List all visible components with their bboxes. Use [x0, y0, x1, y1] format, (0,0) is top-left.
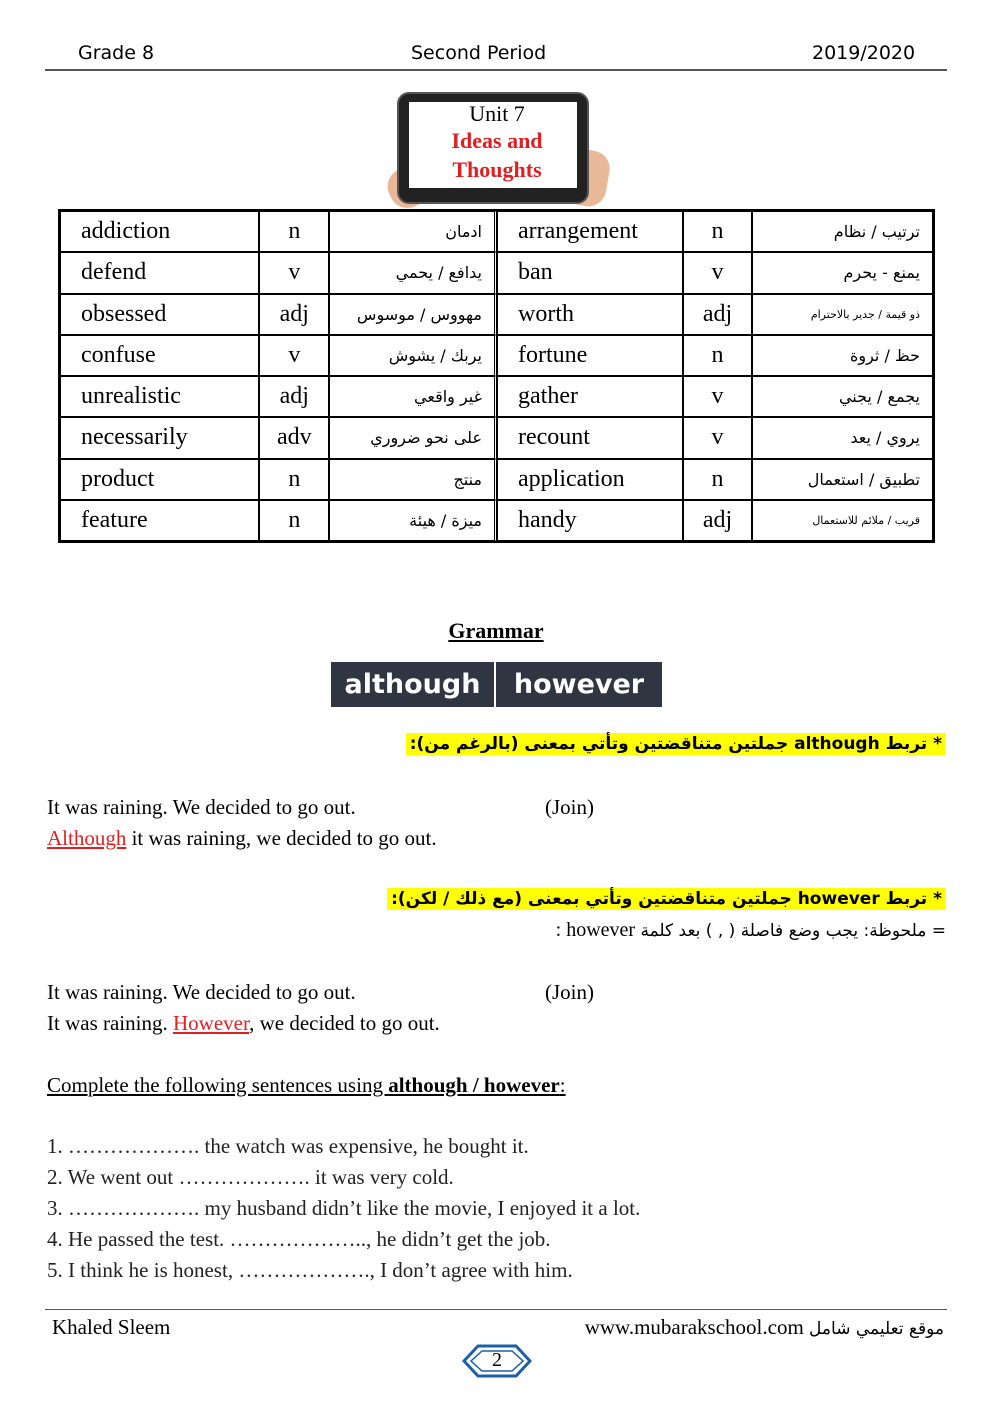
note-arabic: = ملحوظة: يجب وضع فاصلة ( , ) بعد كلمة [640, 921, 946, 941]
vocab-arabic: يروي / يعد [752, 417, 933, 458]
vocab-pos: n [259, 459, 329, 500]
header-divider [45, 69, 947, 71]
vocab-word: necessarily [60, 417, 259, 458]
exercise-item-3: 3. ………………. my husband didn’t like the movie, I enjoyed it a lot. [47, 1196, 641, 1220]
vocab-word: fortune [497, 335, 683, 376]
vocab-row [60, 211, 933, 252]
vocab-word: gather [497, 376, 683, 417]
example1-question: It was raining. We decided to go out. [47, 795, 356, 819]
grammar-title: Grammar [448, 618, 544, 643]
vocab-row [60, 335, 933, 376]
vocab-pos: v [683, 376, 753, 417]
page-number: 2 [492, 1349, 502, 1371]
example2-rest: , we decided to go out. [249, 1011, 440, 1035]
header-grade: Grade 8 [78, 42, 155, 64]
vocab-word: confuse [60, 335, 259, 376]
vocab-arabic: ميزة / هيئة [329, 500, 497, 541]
exercise-item-5: 5. I think he is honest, ………………., I don’t agree with him. [47, 1258, 573, 1282]
exercise-item-4: 4. He passed the test. ……………….., he didn’t get the job. [47, 1227, 551, 1251]
rule1-pre: * تربط [885, 734, 942, 754]
vocab-word: addiction [60, 211, 259, 252]
example1-rest: it was raining, we decided to go out. [126, 826, 437, 850]
vocab-pos: adj [683, 500, 753, 541]
vocabulary-table [58, 209, 935, 543]
vocab-word: product [60, 459, 259, 500]
however-label: however [496, 662, 662, 707]
vocab-row [60, 459, 933, 500]
vocab-word: arrangement [497, 211, 683, 252]
footer-site-arabic: موقع تعليمي شامل [809, 1319, 944, 1339]
example2-join: (Join) [545, 980, 594, 1004]
unit-number: Unit 7 [469, 101, 525, 126]
vocab-word: obsessed [60, 294, 259, 335]
footer-site-url[interactable]: www.mubarakschool.com [584, 1315, 804, 1339]
example1-key: Although [47, 826, 127, 850]
vocab-arabic: يمنع - يحرم [752, 252, 933, 293]
vocab-word: ban [497, 252, 683, 293]
vocab-word: application [497, 459, 683, 500]
vocab-row [60, 294, 933, 335]
although-label: although [331, 662, 496, 707]
vocab-word: worth [497, 294, 683, 335]
rule1-post: جملتين متناقضتين وتأتي بمعنى (بالرغم من): [409, 734, 789, 754]
rule1-word: although [794, 734, 880, 754]
vocab-word: recount [497, 417, 683, 458]
vocab-pos: v [259, 335, 329, 376]
vocab-pos: n [259, 211, 329, 252]
example1-answer [47, 826, 437, 851]
vocab-pos: n [683, 335, 753, 376]
vocab-word: handy [497, 500, 683, 541]
vocab-row [60, 417, 933, 458]
vocab-arabic: قريب / ملائم للاستعمال [752, 500, 933, 541]
vocab-arabic: يجمع / يجني [752, 376, 933, 417]
exercise-item-2: 2. We went out ………………. it was very cold. [47, 1165, 454, 1189]
vocab-pos: adj [259, 294, 329, 335]
vocab-word: defend [60, 252, 259, 293]
exercise-instructions [47, 1073, 566, 1098]
vocab-arabic: يربك / يشوش [329, 335, 497, 376]
header-year: 2019/2020 [812, 42, 916, 64]
unit-title-line1: Ideas and [451, 128, 543, 153]
vocab-word: unrealistic [60, 376, 259, 417]
vocab-arabic: حظ / ثروة [752, 335, 933, 376]
vocab-word: feature [60, 500, 259, 541]
vocab-arabic: ادمان [329, 211, 497, 252]
rule2-post: جملتين متناقضتين وتأتي بمعنى (مع ذلك / لكن): [391, 889, 792, 909]
vocab-pos: n [683, 459, 753, 500]
header-period: Second Period [411, 42, 547, 64]
rule2-pre: * تربط [885, 889, 942, 909]
vocab-arabic: على نحو ضروري [329, 417, 497, 458]
footer-author: Khaled Sleem [52, 1315, 171, 1339]
vocab-pos: adj [259, 376, 329, 417]
example1-join: (Join) [545, 795, 594, 819]
comma-note [556, 919, 946, 942]
page-number-badge [462, 1342, 532, 1380]
vocab-pos: adv [259, 417, 329, 458]
rule-however [387, 888, 946, 910]
unit-title-line2: Thoughts [452, 157, 542, 182]
vocab-pos: v [683, 252, 753, 293]
vocab-pos: v [259, 252, 329, 293]
vocab-arabic: تطبيق / استعمال [752, 459, 933, 500]
vocab-pos: adj [683, 294, 753, 335]
example2-question: It was raining. We decided to go out. [47, 980, 356, 1004]
instr-post: : [559, 1073, 566, 1097]
example2-answer [47, 1011, 440, 1036]
vocab-arabic: مهووس / موسوس [329, 294, 497, 335]
instr-bold: although / however [388, 1073, 560, 1097]
vocab-arabic: منتج [329, 459, 497, 500]
exercise-item-1: 1. ………………. the watch was expensive, he bought it. [47, 1134, 529, 1158]
vocab-row [60, 500, 933, 541]
vocab-pos: v [683, 417, 753, 458]
example2-key: However [172, 1011, 250, 1035]
vocab-arabic: يدافع / يحمي [329, 252, 497, 293]
note-however: : however [555, 919, 636, 941]
rule-although [406, 733, 946, 755]
vocab-arabic: ذو قيمة / جدير بالاحترام [752, 294, 933, 335]
footer-divider [45, 1309, 947, 1310]
vocab-arabic: ترتيب / نظام [752, 211, 933, 252]
example2-pre: It was raining. [47, 1011, 173, 1035]
vocab-arabic: غير واقعي [329, 376, 497, 417]
vocab-row [60, 252, 933, 293]
vocab-row [60, 376, 933, 417]
vocab-pos: n [683, 211, 753, 252]
instr-pre: Complete the following sentences using [47, 1073, 389, 1097]
vocab-pos: n [259, 500, 329, 541]
rule2-word: however [797, 889, 880, 909]
footer-site [585, 1315, 944, 1340]
